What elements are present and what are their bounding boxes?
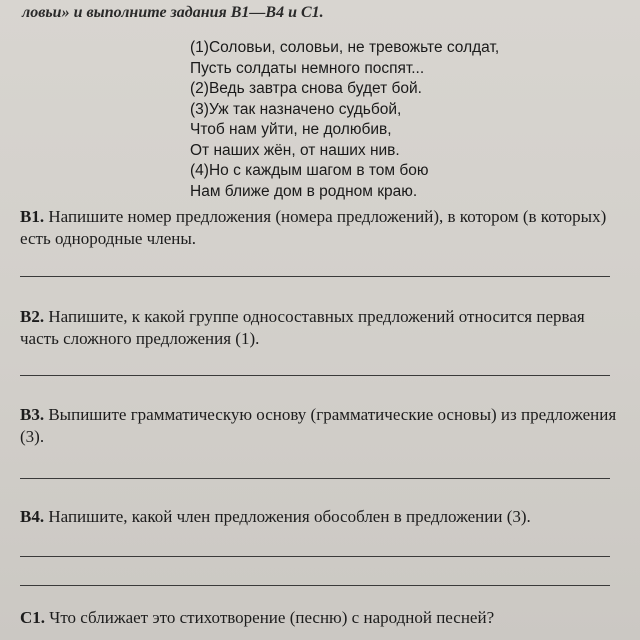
poem-block [190,38,499,202]
poem-line: (3)Уж так назначено судьбой, [190,100,402,118]
task-text: Напишите, к какой группе односоставных предложений относится первая часть сложного предложения (1). [20,307,585,348]
answer-line-b1[interactable] [20,276,610,277]
poem-line: Чтоб нам уйти, не долюбив, [190,121,392,138]
task-number: В4. [20,507,45,526]
task-text: Выпишите грамматическую основу (грамматические основы) из предложения (3). [20,405,617,446]
task-number: С1. [20,608,46,627]
task-text: Напишите, какой член предложения обособлен в предложении (3). [48,507,531,526]
task-b2 [20,306,620,350]
poem-line: (4)Но с каждым шагом в том бою [190,162,429,179]
task-b4 [20,506,620,528]
answer-line-b2[interactable] [20,375,610,376]
task-number: В2. [20,307,45,326]
task-text: Что сближает это стихотворение (песню) с народной песней? [49,608,495,627]
task-number: В1. [20,207,45,226]
answer-line-b4-2[interactable] [20,585,610,586]
instruction-header: ловьи» и выполните задания В1—В4 и С1. [22,4,324,21]
poem-line: (1)Соловьи, соловьи, не тревожьте солдат, [190,39,500,56]
answer-line-b3[interactable] [20,478,610,479]
poem-line: Нам ближе дом в родном краю. [190,182,418,200]
task-number: В3. [20,405,45,424]
poem-line: От наших жён, от наших нив. [190,141,400,159]
task-b1 [20,206,620,250]
poem-line: (2)Ведь завтра снова будет бой. [190,80,422,97]
task-c1 [20,607,620,629]
task-b3 [20,404,620,448]
answer-line-b4-1[interactable] [20,556,610,557]
poem-line: Пусть солдаты немного поспят... [190,59,425,77]
task-text: Напишите номер предложения (номера предложений), в котором (в которых) есть однородные члены. [20,207,607,248]
